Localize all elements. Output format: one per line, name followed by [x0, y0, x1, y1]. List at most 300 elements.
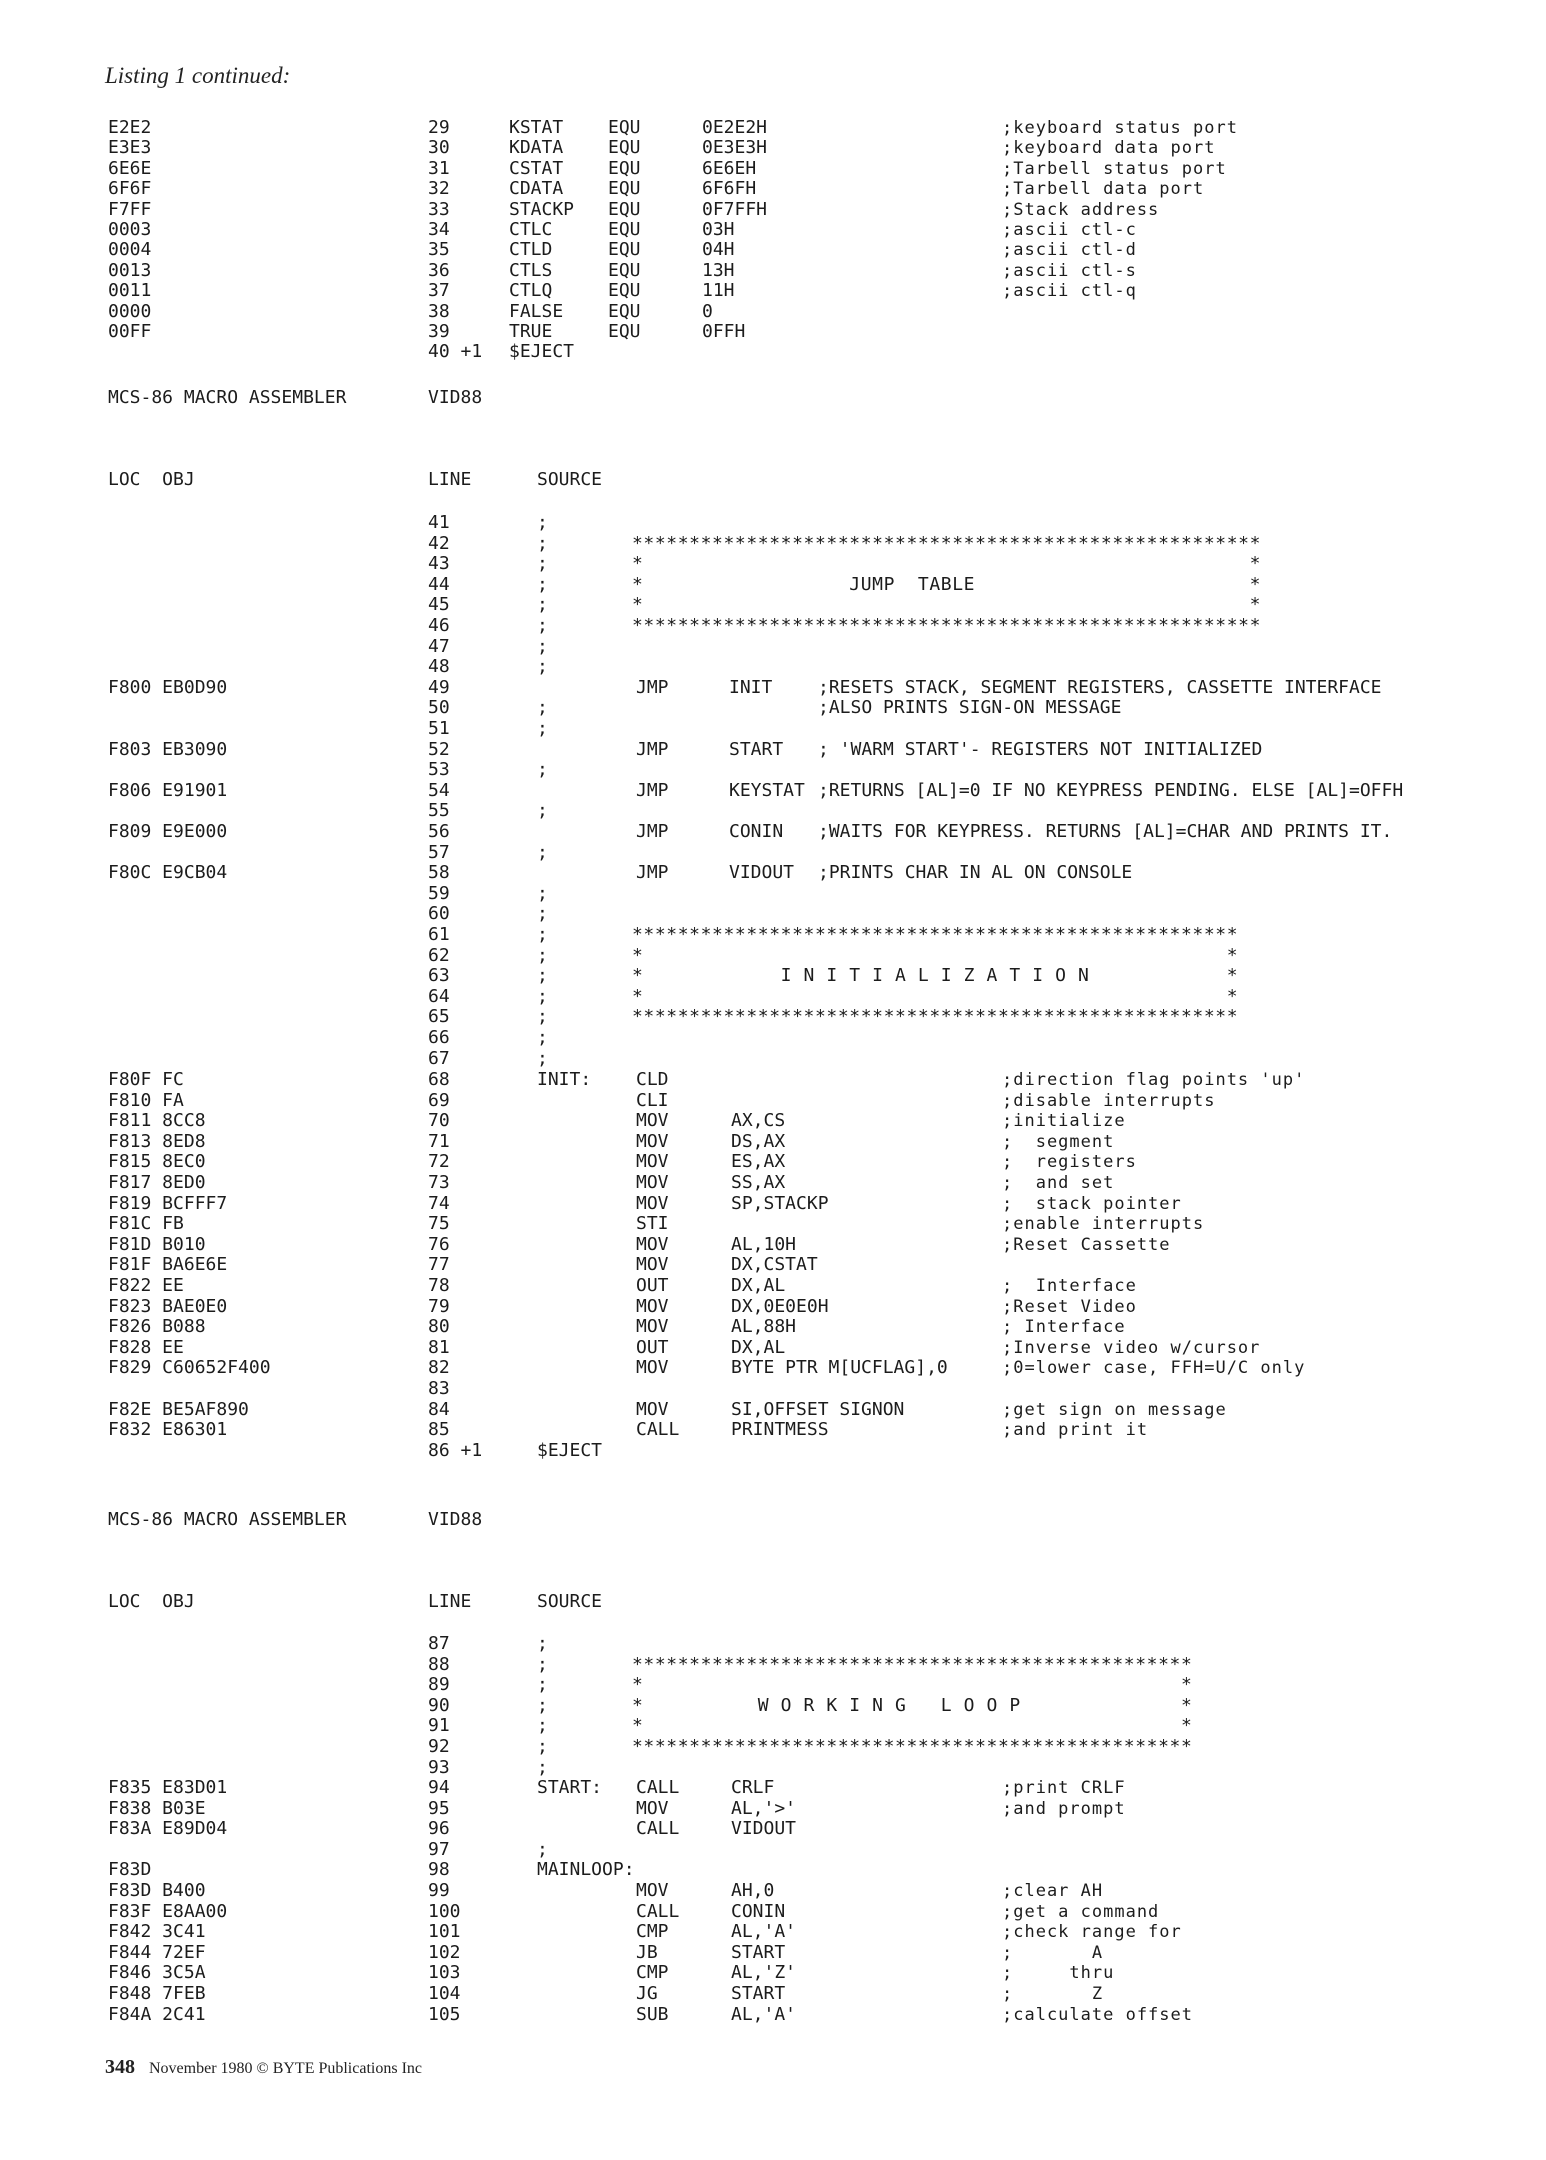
comment-marker: ; — [537, 697, 548, 719]
comment: ;0=lower case, FFH=U/C only — [1002, 1358, 1306, 1379]
loc-obj: F813 8ED8 — [108, 1130, 206, 1152]
line-number: 49 — [428, 676, 450, 698]
loc-obj: F829 C60652F400 — [108, 1357, 271, 1379]
operand: START — [729, 738, 784, 760]
operand: SI,OFFSET SIGNON — [731, 1398, 905, 1420]
mnemonic: CALL — [636, 1419, 680, 1441]
page-number: 348 — [105, 2056, 135, 2078]
directive: EQU — [608, 219, 641, 240]
loc-obj: F828 EE — [108, 1336, 184, 1358]
line-number: 57 — [428, 841, 450, 863]
line-number: 85 — [428, 1419, 450, 1441]
comment: ;get a command — [1002, 1901, 1160, 1922]
loc-obj: F80F FC — [108, 1069, 184, 1090]
comment: ; Interface — [1002, 1317, 1126, 1338]
loc-obj: F81F BA6E6E — [108, 1254, 228, 1276]
line-number: 83 — [428, 1378, 450, 1399]
line-number: 59 — [428, 882, 450, 904]
line-number: 46 — [428, 615, 450, 636]
banner-text: * W O R K I N G L O O P * — [632, 1694, 1193, 1716]
line-number: 51 — [428, 718, 450, 739]
comment-marker: ; — [537, 532, 548, 554]
col-line: LINE — [428, 469, 472, 490]
line-number: 75 — [428, 1213, 450, 1235]
line-number: 95 — [428, 1797, 450, 1819]
loc-obj: F819 BCFFF7 — [108, 1192, 228, 1214]
comment: ;ascii ctl-q — [1002, 281, 1137, 302]
loc-obj: F838 B03E — [108, 1797, 206, 1819]
symbol: CTLD — [509, 239, 553, 261]
comment: ; 'WARM START'- REGISTERS NOT INITIALIZED — [818, 738, 1263, 760]
comment-marker: ; — [537, 1027, 548, 1048]
mnemonic: CALL — [636, 1900, 680, 1922]
comment: ;ALSO PRINTS SIGN-ON MESSAGE — [818, 697, 1122, 719]
line-number: 54 — [428, 779, 450, 801]
loc-obj: 6F6F — [108, 178, 152, 200]
mnemonic: SUB — [636, 2003, 669, 2025]
line-number: 104 — [428, 1983, 461, 2004]
line-number: 76 — [428, 1233, 450, 1255]
directive: EQU — [608, 300, 641, 322]
symbol: CTLC — [509, 219, 553, 240]
comment-marker: ; — [537, 944, 548, 966]
line-number: 100 — [428, 1900, 461, 1922]
mnemonic: MOV — [636, 1357, 669, 1379]
loc-obj: 0000 — [108, 300, 152, 322]
col-source: SOURCE — [537, 469, 603, 490]
mnemonic: MOV — [636, 1110, 669, 1132]
comment-marker: ; — [537, 1694, 548, 1716]
banner-text: ***************************************************** — [632, 924, 1239, 945]
mnemonic: OUT — [636, 1275, 669, 1296]
line-number: 44 — [428, 573, 450, 595]
comment: ; stack pointer — [1002, 1193, 1182, 1214]
mnemonic: MOV — [636, 1398, 669, 1420]
value: 6E6EH — [702, 157, 757, 179]
loc-obj: F848 7FEB — [108, 1983, 206, 2004]
label: MAINLOOP: — [537, 1859, 635, 1881]
loc-obj: F817 8ED0 — [108, 1172, 206, 1193]
loc-obj: F803 EB3090 — [108, 738, 228, 760]
mnemonic: MOV — [636, 1233, 669, 1255]
mnemonic: CLI — [636, 1089, 669, 1111]
line-number: 56 — [428, 821, 450, 842]
comment-marker: ; — [537, 903, 548, 925]
assembler-title: MCS-86 MACRO ASSEMBLER — [108, 387, 347, 408]
line-number: 45 — [428, 594, 450, 616]
line-number: 35 — [428, 239, 450, 261]
line-number: 97 — [428, 1838, 450, 1860]
loc-obj: F800 EB0D90 — [108, 676, 228, 698]
banner-text: * * — [632, 1715, 1193, 1737]
comment-marker: ; — [537, 635, 548, 657]
comment: ;initialize — [1002, 1111, 1126, 1132]
mnemonic: MOV — [636, 1295, 669, 1317]
operand: DX,AL — [731, 1336, 786, 1358]
line-number: 48 — [428, 656, 450, 678]
line-number: 33 — [428, 198, 450, 220]
line-number: 91 — [428, 1715, 450, 1737]
line-number: 58 — [428, 862, 450, 884]
line-number: 34 — [428, 219, 450, 240]
operand: ES,AX — [731, 1151, 786, 1173]
label: $EJECT — [537, 1439, 603, 1461]
line-number: 98 — [428, 1859, 450, 1881]
loc-obj: 0011 — [108, 280, 152, 302]
line-number: 38 — [428, 300, 450, 322]
comment: ;calculate offset — [1002, 2004, 1193, 2025]
mnemonic: JMP — [636, 738, 669, 760]
operand: VIDOUT — [729, 862, 795, 884]
mnemonic: MOV — [636, 1254, 669, 1276]
line-number: 31 — [428, 157, 450, 179]
line-number: 105 — [428, 2003, 461, 2025]
col-loc-obj: LOC OBJ — [108, 469, 195, 490]
comment-marker: ; — [537, 615, 548, 636]
line-number: 37 — [428, 280, 450, 302]
line-number: 70 — [428, 1110, 450, 1132]
symbol: TRUE — [509, 321, 553, 342]
mnemonic: MOV — [636, 1316, 669, 1338]
page-footer — [105, 2056, 422, 2079]
value: 0F7FFH — [702, 198, 768, 220]
loc-obj: F83F E8AA00 — [108, 1900, 228, 1922]
symbol: KSTAT — [509, 117, 564, 138]
comment-marker: ; — [537, 1006, 548, 1028]
banner-text: * * — [632, 1674, 1193, 1696]
operand: AL,'A' — [731, 1921, 797, 1943]
symbol: KDATA — [509, 137, 564, 159]
comment: ;Reset Cassette — [1002, 1234, 1171, 1255]
value: 04H — [702, 239, 735, 261]
line-number: 68 — [428, 1069, 450, 1090]
comment: ;Tarbell status port — [1002, 158, 1227, 179]
mnemonic: JB — [636, 1941, 658, 1963]
loc-obj: F835 E83D01 — [108, 1777, 228, 1798]
symbol: CTLQ — [509, 280, 553, 302]
line-number: 29 — [428, 117, 450, 138]
line-number: 89 — [428, 1674, 450, 1696]
banner-text: * * — [632, 985, 1239, 1007]
operand: KEYSTAT — [729, 779, 805, 801]
comment-marker: ; — [537, 841, 548, 863]
loc-obj: F84A 2C41 — [108, 2003, 206, 2025]
comment-marker: ; — [537, 1633, 548, 1654]
line-number: 66 — [428, 1027, 450, 1048]
operand: VIDOUT — [731, 1818, 797, 1840]
comment: ;clear AH — [1002, 1881, 1104, 1901]
comment: ;and prompt — [1002, 1798, 1126, 1819]
value: 0E3E3H — [702, 137, 768, 159]
operand: SP,STACKP — [731, 1192, 829, 1214]
comment-marker: ; — [537, 512, 548, 533]
operand: DX,0E0E0H — [731, 1295, 829, 1317]
loc-obj: E3E3 — [108, 137, 152, 159]
mnemonic: CLD — [636, 1069, 669, 1090]
operand: AH,0 — [731, 1880, 775, 1901]
comment: ;ascii ctl-s — [1002, 260, 1137, 281]
loc-obj: F826 B088 — [108, 1316, 206, 1338]
module-name: VID88 — [428, 387, 483, 408]
comment-marker: ; — [537, 656, 548, 678]
line-number: 32 — [428, 178, 450, 200]
col-loc-obj: LOC OBJ — [108, 1591, 195, 1612]
label: ; — [537, 1838, 548, 1860]
line-number: 99 — [428, 1880, 450, 1901]
comment: ;RETURNS [AL]=0 IF NO KEYPRESS PENDING. ELSE [AL]=OFFH — [818, 779, 1404, 801]
line-number: 79 — [428, 1295, 450, 1317]
comment: ; registers — [1002, 1152, 1137, 1173]
loc-obj: F823 BAE0E0 — [108, 1295, 228, 1317]
line-number: 63 — [428, 965, 450, 987]
loc-obj: F815 8EC0 — [108, 1151, 206, 1173]
loc-obj: F810 FA — [108, 1089, 184, 1111]
line-number: 74 — [428, 1192, 450, 1214]
symbol: $EJECT — [509, 341, 575, 363]
value: 0E2E2H — [702, 117, 768, 138]
operand: START — [731, 1941, 786, 1963]
comment-marker: ; — [537, 924, 548, 945]
loc-obj: 0013 — [108, 259, 152, 281]
comment: ; A — [1002, 1942, 1104, 1963]
comment: ;Stack address — [1002, 199, 1160, 220]
line-number: 71 — [428, 1130, 450, 1152]
line-number: 81 — [428, 1336, 450, 1358]
comment-marker: ; — [537, 1715, 548, 1737]
line-number: 92 — [428, 1736, 450, 1757]
banner-text: ***************************************************** — [632, 1006, 1239, 1028]
loc-obj: F80C E9CB04 — [108, 862, 228, 884]
line-number: 93 — [428, 1756, 450, 1778]
loc-obj: F81D B010 — [108, 1233, 206, 1255]
line-number: 41 — [428, 512, 450, 533]
comment: ;ascii ctl-c — [1002, 220, 1137, 240]
loc-obj: E2E2 — [108, 117, 152, 138]
loc-obj: F83A E89D04 — [108, 1818, 228, 1840]
line-number: 101 — [428, 1921, 461, 1943]
line-number: 67 — [428, 1047, 450, 1069]
line-number: 82 — [428, 1357, 450, 1379]
directive: EQU — [608, 259, 641, 281]
operand: PRINTMESS — [731, 1419, 829, 1441]
comment: ;print CRLF — [1002, 1778, 1126, 1798]
line-number: 103 — [428, 1962, 461, 1984]
loc-obj: F844 72EF — [108, 1941, 206, 1963]
loc-obj: F842 3C41 — [108, 1921, 206, 1943]
operand: INIT — [729, 676, 773, 698]
comment: ;disable interrupts — [1002, 1090, 1216, 1111]
comment: ;keyboard status port — [1002, 118, 1238, 138]
comment: ;RESETS STACK, SEGMENT REGISTERS, CASSETTE INTERFACE — [818, 676, 1382, 698]
banner-text: ******************************************************* — [632, 615, 1262, 636]
line-number: 77 — [428, 1254, 450, 1276]
banner-text: ******************************************************* — [632, 532, 1262, 554]
line-number: 40 +1 — [428, 341, 483, 363]
loc-obj: F83D B400 — [108, 1880, 206, 1901]
label: START: — [537, 1777, 603, 1798]
comment-marker: ; — [537, 1736, 548, 1757]
operand: DS,AX — [731, 1130, 786, 1152]
comment-marker: ; — [537, 553, 548, 575]
line-number: 78 — [428, 1275, 450, 1296]
line-number: 61 — [428, 924, 450, 945]
mnemonic: JG — [636, 1983, 658, 2004]
line-number: 62 — [428, 944, 450, 966]
loc-obj: F811 8CC8 — [108, 1110, 206, 1132]
line-number: 53 — [428, 759, 450, 781]
comment-marker: ; — [537, 718, 548, 739]
line-number: 90 — [428, 1694, 450, 1716]
banner-text: ************************************************* — [632, 1736, 1193, 1757]
operand: AX,CS — [731, 1110, 786, 1132]
comment: ; thru — [1002, 1963, 1115, 1984]
loc-obj: 0004 — [108, 239, 152, 261]
comment-marker: ; — [537, 965, 548, 987]
mnemonic: MOV — [636, 1130, 669, 1152]
banner-text: * * — [632, 594, 1262, 616]
operand: AL,88H — [731, 1316, 797, 1338]
banner-text: * I N I T I A L I Z A T I O N * — [632, 965, 1239, 987]
loc-obj: 0003 — [108, 219, 152, 240]
comment: ;WAITS FOR KEYPRESS. RETURNS [AL]=CHAR AND PRINTS IT. — [818, 821, 1393, 842]
footer-credit: November 1980 © BYTE Publications Inc — [149, 2060, 422, 2077]
directive: EQU — [608, 137, 641, 159]
comment-marker: ; — [537, 1756, 548, 1778]
comment-marker: ; — [537, 1047, 548, 1069]
value: 0FFH — [702, 321, 746, 342]
comment: ; and set — [1002, 1173, 1115, 1193]
banner-text: * JUMP TABLE * — [632, 573, 1262, 595]
loc-obj: F846 3C5A — [108, 1962, 206, 1984]
operand: DX,CSTAT — [731, 1254, 818, 1276]
line-number: 94 — [428, 1777, 450, 1798]
symbol: CSTAT — [509, 157, 564, 179]
operand: AL,'A' — [731, 2003, 797, 2025]
loc-obj: F82E BE5AF890 — [108, 1398, 249, 1420]
mnemonic: MOV — [636, 1192, 669, 1214]
loc-obj: F83D — [108, 1859, 152, 1881]
operand: CRLF — [731, 1777, 775, 1798]
line-number: 39 — [428, 321, 450, 342]
listing-caption: Listing 1 continued: — [105, 63, 291, 88]
loc-obj: F7FF — [108, 198, 152, 220]
banner-text: * * — [632, 944, 1239, 966]
comment-marker: ; — [537, 882, 548, 904]
directive: EQU — [608, 321, 641, 342]
line-number: 80 — [428, 1316, 450, 1338]
line-number: 36 — [428, 259, 450, 281]
assembler-title: MCS-86 MACRO ASSEMBLER — [108, 1509, 347, 1530]
banner-text: ************************************************* — [632, 1653, 1193, 1675]
mnemonic: JMP — [636, 676, 669, 698]
loc-obj: F809 E9E000 — [108, 821, 228, 842]
comment: ;Tarbell data port — [1002, 179, 1205, 200]
loc-obj: 00FF — [108, 321, 152, 342]
comment: ;ascii ctl-d — [1002, 240, 1137, 261]
comment-marker: ; — [537, 985, 548, 1007]
operand: CONIN — [729, 821, 784, 842]
comment: ;get sign on message — [1002, 1399, 1227, 1420]
line-number: 47 — [428, 635, 450, 657]
comment: ;Reset Video — [1002, 1296, 1137, 1317]
value: 03H — [702, 219, 735, 240]
mnemonic: MOV — [636, 1880, 669, 1901]
line-number: 102 — [428, 1941, 461, 1963]
comment: ;Inverse video w/cursor — [1002, 1337, 1261, 1358]
line-number: 96 — [428, 1818, 450, 1840]
operand: AL,'>' — [731, 1797, 797, 1819]
value: 11H — [702, 280, 735, 302]
line-number: 87 — [428, 1633, 450, 1654]
comment-marker: ; — [537, 759, 548, 781]
mnemonic: MOV — [636, 1172, 669, 1193]
line-number: 60 — [428, 903, 450, 925]
line-number: 69 — [428, 1089, 450, 1111]
value: 13H — [702, 259, 735, 281]
mnemonic: JMP — [636, 821, 669, 842]
directive: EQU — [608, 280, 641, 302]
directive: EQU — [608, 117, 641, 138]
mnemonic: CMP — [636, 1962, 669, 1984]
mnemonic: MOV — [636, 1151, 669, 1173]
line-number: 52 — [428, 738, 450, 760]
value: 6F6FH — [702, 178, 757, 200]
loc-obj: F822 EE — [108, 1275, 184, 1296]
line-number: 72 — [428, 1151, 450, 1173]
operand: SS,AX — [731, 1172, 786, 1193]
line-number: 50 — [428, 697, 450, 719]
directive: EQU — [608, 198, 641, 220]
comment: ;PRINTS CHAR IN AL ON CONSOLE — [818, 862, 1133, 884]
comment: ; Interface — [1002, 1276, 1137, 1296]
comment-marker: ; — [537, 594, 548, 616]
mnemonic: STI — [636, 1213, 669, 1235]
mnemonic: JMP — [636, 862, 669, 884]
operand: START — [731, 1983, 786, 2004]
line-number: 73 — [428, 1172, 450, 1193]
comment-marker: ; — [537, 573, 548, 595]
comment: ;check range for — [1002, 1922, 1182, 1943]
line-number: 86 +1 — [428, 1439, 483, 1461]
mnemonic: OUT — [636, 1336, 669, 1358]
line-number: 42 — [428, 532, 450, 554]
line-number: 88 — [428, 1653, 450, 1675]
directive: EQU — [608, 178, 641, 200]
label: INIT: — [537, 1069, 592, 1090]
loc-obj: 6E6E — [108, 157, 152, 179]
line-number: 84 — [428, 1398, 450, 1420]
mnemonic: CMP — [636, 1921, 669, 1943]
comment-marker: ; — [537, 1674, 548, 1696]
symbol: STACKP — [509, 198, 575, 220]
module-name: VID88 — [428, 1509, 483, 1530]
comment: ;keyboard data port — [1002, 138, 1216, 159]
directive: EQU — [608, 239, 641, 261]
line-number: 43 — [428, 553, 450, 575]
directive: EQU — [608, 157, 641, 179]
mnemonic: MOV — [636, 1797, 669, 1819]
comment-marker: ; — [537, 1653, 548, 1675]
operand: CONIN — [731, 1900, 786, 1922]
comment: ; Z — [1002, 1984, 1104, 2004]
line-number: 65 — [428, 1006, 450, 1028]
line-number: 55 — [428, 800, 450, 822]
comment: ;direction flag points 'up' — [1002, 1070, 1306, 1090]
line-number: 30 — [428, 137, 450, 159]
operand: AL,'Z' — [731, 1962, 797, 1984]
mnemonic: CALL — [636, 1818, 680, 1840]
col-source: SOURCE — [537, 1591, 603, 1612]
